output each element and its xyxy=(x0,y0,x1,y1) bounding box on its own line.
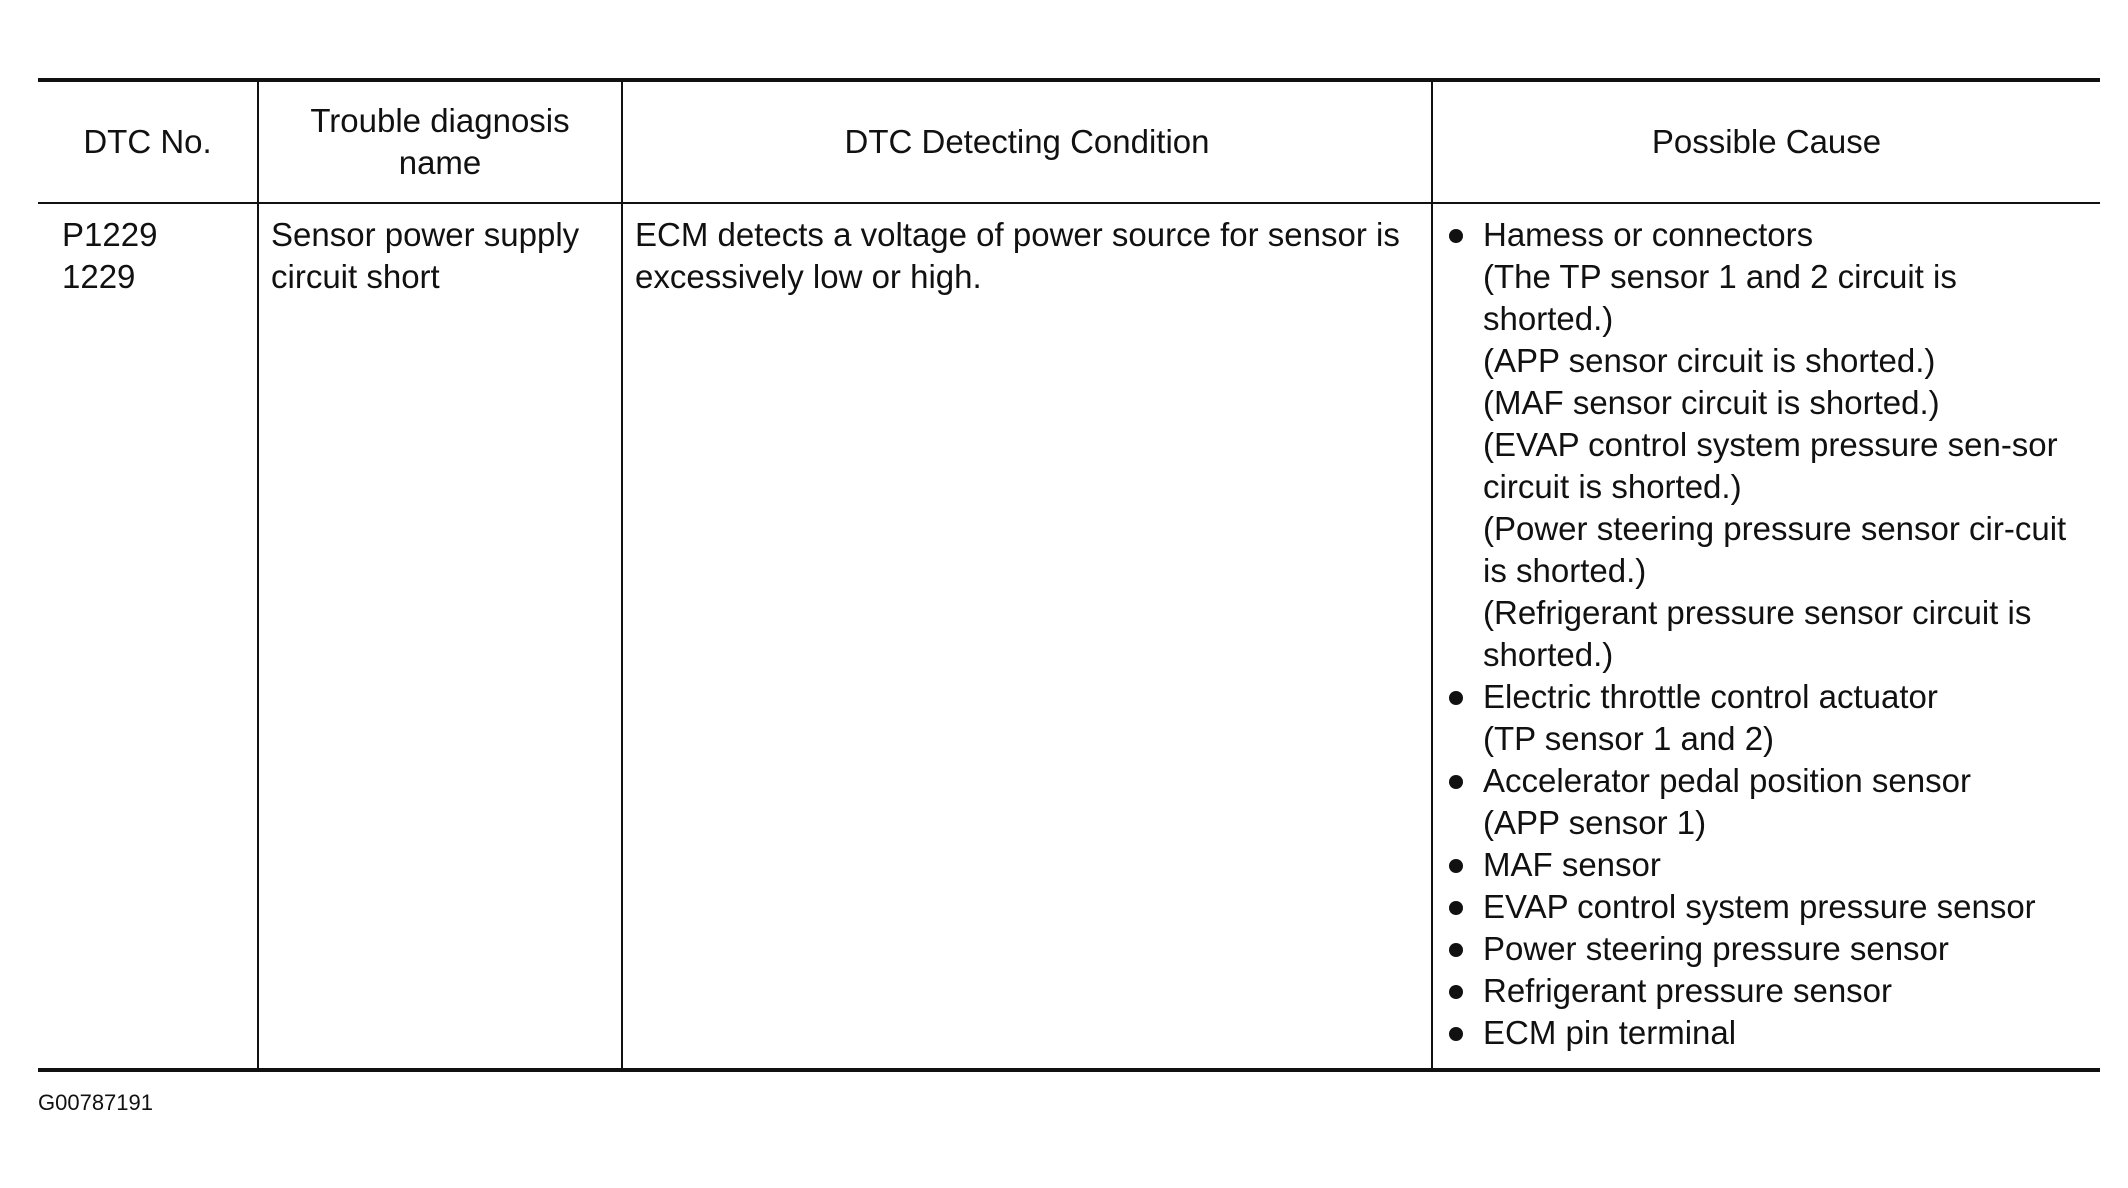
cause-main: MAF sensor xyxy=(1483,846,1661,883)
bullet-icon xyxy=(1449,775,1463,789)
dtc-code: P1229 xyxy=(62,216,158,253)
header-dtc-detecting-condition: DTC Detecting Condition xyxy=(622,80,1432,203)
cause-item xyxy=(1445,676,2088,760)
cause-detail: (MAF sensor circuit is shorted.) xyxy=(1483,384,1940,421)
cause-main: Hamess or connectors xyxy=(1483,216,1814,253)
diagnosis-name-cell xyxy=(258,203,622,1070)
cause-main: Electric throttle control actuator xyxy=(1483,678,1938,715)
header-trouble-diagnosis-name: Trouble diagnosis name xyxy=(258,80,622,203)
header-dtc-no: DTC No. xyxy=(38,80,258,203)
cause-main: EVAP control system pressure sensor xyxy=(1483,888,2036,925)
cause-item xyxy=(1445,214,2088,676)
bullet-icon xyxy=(1449,943,1463,957)
cause-detail: (Refrigerant pressure sensor circuit is shorted.) xyxy=(1483,594,2032,673)
diagnosis-name: Sensor power supply circuit short xyxy=(271,216,580,295)
cause-detail: (APP sensor circuit is shorted.) xyxy=(1483,342,1936,379)
cause-item xyxy=(1445,760,2088,844)
dtc-code-cell xyxy=(38,203,258,1070)
detecting-condition: ECM detects a voltage of power source for sensor is excessively low or high. xyxy=(635,216,1400,295)
cause-main: Refrigerant pressure sensor xyxy=(1483,972,1893,1009)
dtc-code: 1229 xyxy=(62,258,136,295)
detecting-condition-cell xyxy=(622,203,1432,1070)
figure-code: G00787191 xyxy=(38,1090,153,1115)
cause-main: Accelerator pedal position sensor xyxy=(1483,762,1971,799)
header-row xyxy=(38,80,2100,203)
cause-main: ECM pin terminal xyxy=(1483,1014,1737,1051)
bullet-icon xyxy=(1449,691,1463,705)
possible-cause-cell xyxy=(1432,203,2100,1070)
cause-detail: (APP sensor 1) xyxy=(1483,804,1707,841)
cause-list xyxy=(1445,214,2088,1054)
cause-item xyxy=(1445,928,2088,970)
cause-main: Power steering pressure sensor xyxy=(1483,930,1949,967)
bullet-icon xyxy=(1449,985,1463,999)
cause-item xyxy=(1445,970,2088,1012)
bullet-icon xyxy=(1449,901,1463,915)
cause-item xyxy=(1445,1012,2088,1054)
header-possible-cause: Possible Cause xyxy=(1432,80,2100,203)
cause-detail: (Power steering pressure sensor cir-cuit is shorted.) xyxy=(1483,510,2067,589)
cause-detail: (The TP sensor 1 and 2 circuit is shorted.) xyxy=(1483,258,1957,337)
bullet-icon xyxy=(1449,859,1463,873)
cause-detail: (EVAP control system pressure sen-sor circuit is shorted.) xyxy=(1483,426,2058,505)
cause-item xyxy=(1445,844,2088,886)
bullet-icon xyxy=(1449,229,1463,243)
table-row xyxy=(38,203,2100,1070)
dtc-table xyxy=(38,78,2100,1072)
cause-item xyxy=(1445,886,2088,928)
cause-detail: (TP sensor 1 and 2) xyxy=(1483,720,1775,757)
bullet-icon xyxy=(1449,1027,1463,1041)
